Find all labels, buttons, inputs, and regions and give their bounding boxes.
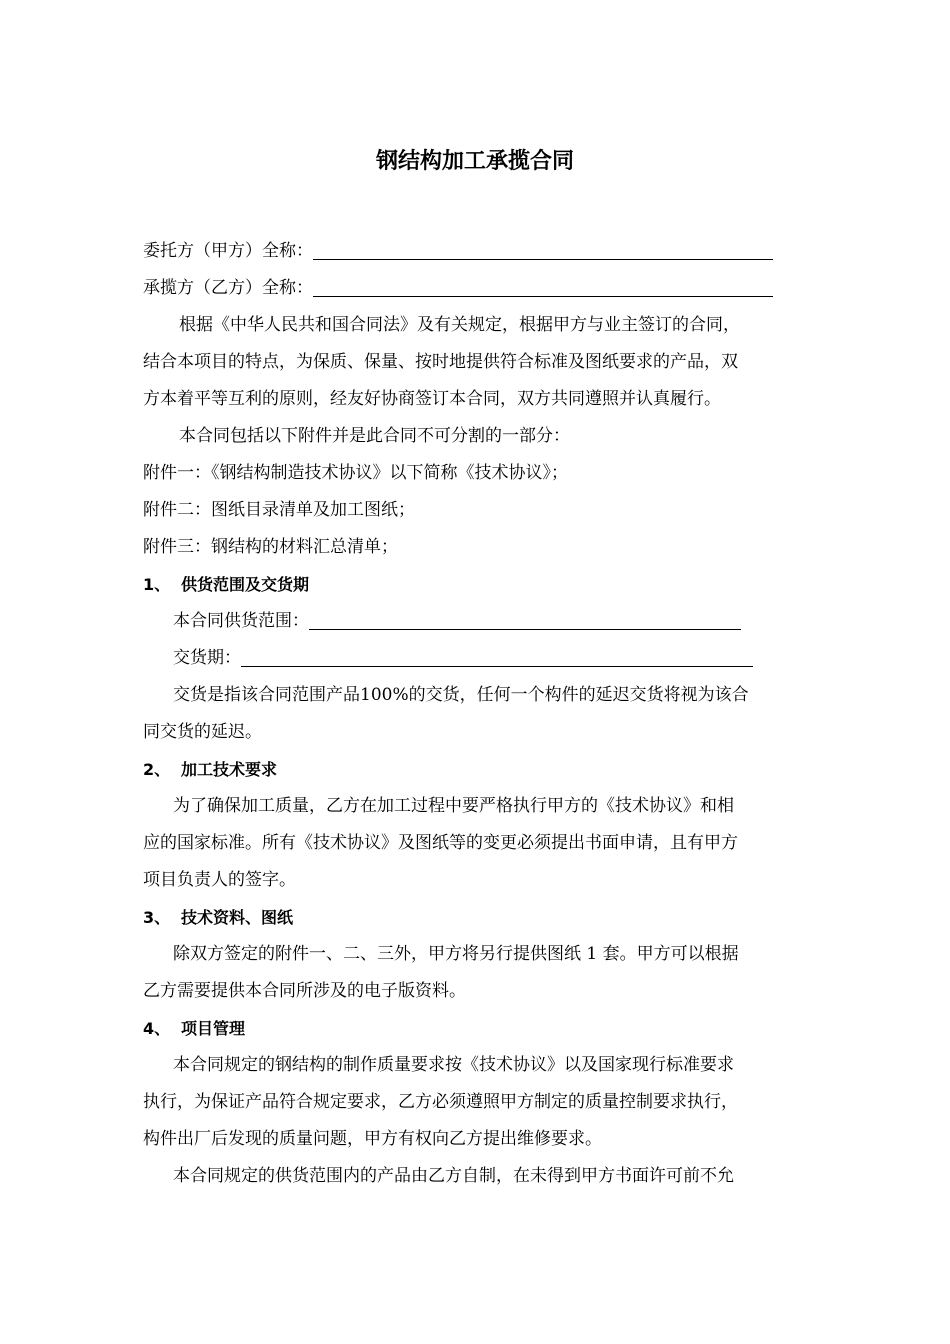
supply-scope-line xyxy=(143,603,818,640)
intro-line-1: 根据《中华人民共和国合同法》及有关规定，根据甲方与业主签订的合同， xyxy=(179,315,740,335)
s3-line-1: 除双方签定的附件一、二、三外，甲方将另行提供图纸 1 套。甲方可以根据 xyxy=(173,944,739,964)
s1-line-1: 交货是指该合同范围产品100%的交货，任何一个构件的延迟交货将视为该合 xyxy=(173,685,749,705)
intro-line-3: 方本着平等互利的原则，经友好协商签订本合同，双方共同遵照并认真履行。 xyxy=(143,389,721,409)
section-title: 技术资料、图纸 xyxy=(181,908,294,927)
delivery-line xyxy=(143,640,818,677)
section-1-heading xyxy=(143,566,818,603)
party-b-line xyxy=(143,270,818,307)
s4-line-2: 执行，为保证产品符合规定要求，乙方必须遵照甲方制定的质量控制要求执行， xyxy=(143,1092,738,1112)
section-number: 4、 xyxy=(143,1019,171,1038)
s2-line-2: 应的国家标准。所有《技术协议》及图纸等的变更必须提出书面申请，且有甲方 xyxy=(143,833,738,853)
contract-body xyxy=(143,233,818,1195)
s2-line-3: 项目负责人的签字。 xyxy=(143,870,296,890)
section-number: 2、 xyxy=(143,760,171,779)
s1-line-2: 同交货的延迟。 xyxy=(143,722,262,742)
section-4-heading xyxy=(143,1010,818,1047)
document-title: 钢结构加工承揽合同 xyxy=(375,149,574,174)
intro-line-2: 结合本项目的特点，为保质、保量、按时地提供符合标准及图纸要求的产品，双 xyxy=(143,352,738,372)
party-b-name-field[interactable] xyxy=(313,276,773,297)
party-b-label: 承揽方（乙方）全称： xyxy=(143,278,313,298)
section-title: 加工技术要求 xyxy=(181,760,278,779)
section-number: 3、 xyxy=(143,908,171,927)
supply-scope-label: 本合同供货范围： xyxy=(173,611,309,631)
party-a-line xyxy=(143,233,818,270)
party-a-name-field[interactable] xyxy=(313,239,773,260)
section-title: 供货范围及交货期 xyxy=(181,575,310,594)
section-3-heading xyxy=(143,899,818,936)
attachment-2: 附件二：图纸目录清单及加工图纸； xyxy=(143,500,415,520)
s3-line-2: 乙方需要提供本合同所涉及的电子版资料。 xyxy=(143,981,466,1001)
attachments-intro: 本合同包括以下附件并是此合同不可分割的一部分： xyxy=(179,426,570,446)
s2-line-1: 为了确保加工质量，乙方在加工过程中要严格执行甲方的《技术协议》和相 xyxy=(173,796,734,816)
party-a-label: 委托方（甲方）全称： xyxy=(143,241,313,261)
section-2-heading xyxy=(143,751,818,788)
attachment-1: 附件一：《钢结构制造技术协议》以下简称《技术协议》； xyxy=(143,463,568,483)
delivery-label: 交货期： xyxy=(173,648,241,668)
delivery-field[interactable] xyxy=(241,646,753,667)
supply-scope-field[interactable] xyxy=(309,609,741,630)
section-title: 项目管理 xyxy=(181,1019,246,1038)
attachment-3: 附件三：钢结构的材料汇总清单； xyxy=(143,537,398,557)
section-number: 1、 xyxy=(143,575,171,594)
s4-line-1: 本合同规定的钢结构的制作质量要求按《技术协议》以及国家现行标准要求 xyxy=(173,1055,734,1075)
s4-line-4: 本合同规定的供货范围内的产品由乙方自制，在未得到甲方书面许可前不允 xyxy=(173,1166,734,1186)
s4-line-3: 构件出厂后发现的质量问题，甲方有权向乙方提出维修要求。 xyxy=(143,1129,602,1149)
